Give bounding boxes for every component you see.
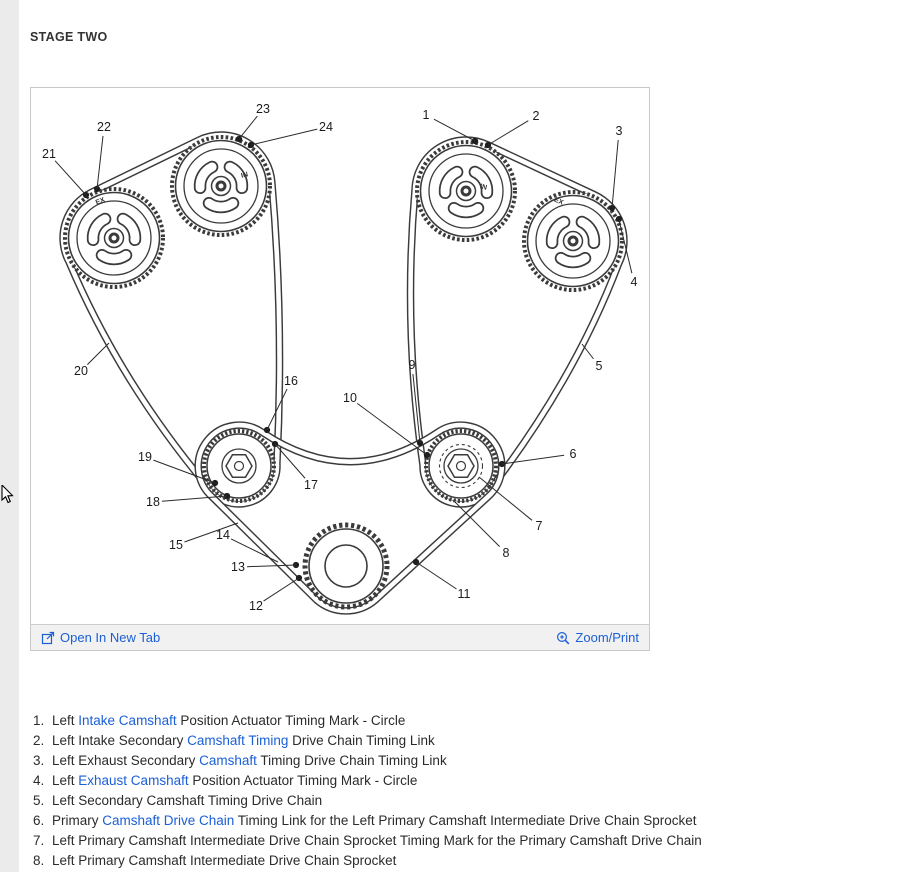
part-link[interactable]: Camshaft Timing xyxy=(187,733,289,748)
part-link[interactable]: Exhaust Camshaft xyxy=(78,773,189,788)
callout-number: 6 xyxy=(569,447,577,461)
legend-item-number: 8. xyxy=(33,853,45,868)
callout-number: 4 xyxy=(630,275,638,289)
callout-leader-line xyxy=(184,523,238,542)
legend-text-segment: Primary xyxy=(52,813,103,828)
legend-text-segment: Position Actuator Timing Mark - Circle xyxy=(176,713,406,728)
callout-number: 12 xyxy=(249,599,263,613)
legend-item-text xyxy=(52,831,702,851)
sprockets xyxy=(65,137,622,607)
legend-item xyxy=(33,771,893,791)
zoom-print-link[interactable] xyxy=(556,630,639,645)
callout-leader-line xyxy=(87,343,109,365)
legend-item-text xyxy=(52,771,417,791)
callout-number: 16 xyxy=(284,374,298,388)
legend-item-text xyxy=(52,731,435,751)
legend-text-segment: Left xyxy=(52,773,79,788)
callout-number: 23 xyxy=(256,102,270,116)
callout-leader-line xyxy=(582,344,593,359)
timing-chain-diagram xyxy=(31,88,649,624)
legend-text-segment: Left Primary Camshaft Intermediate Drive Chain Sprocket xyxy=(52,853,397,868)
legend-item xyxy=(33,851,893,871)
legend-item-number: 6. xyxy=(33,813,45,828)
part-link[interactable]: Camshaft Drive Chain xyxy=(102,813,235,828)
diagram-viewer xyxy=(30,87,650,651)
callout-number: 1 xyxy=(422,108,430,122)
callout-number: 24 xyxy=(319,120,333,134)
callout-number: 13 xyxy=(231,560,245,574)
callout-leader-line xyxy=(612,140,618,208)
legend-text-segment: Timing Drive Chain Timing Link xyxy=(256,753,447,768)
crankshaft-sprocket xyxy=(305,525,387,607)
part-link[interactable]: Camshaft xyxy=(199,753,257,768)
callout-number: 5 xyxy=(595,359,603,373)
callout-number: 21 xyxy=(42,147,56,161)
legend-text-segment: Left Primary Camshaft Intermediate Drive Chain Sprocket Timing Mark for the Primary Camshaft Drive Chain xyxy=(52,833,702,848)
zoom-print-label: Zoom/Print xyxy=(575,630,639,645)
callout-leader-line xyxy=(488,121,528,145)
left-gutter xyxy=(0,0,19,872)
legend-item xyxy=(33,731,893,751)
callout-number: 18 xyxy=(146,495,160,509)
callout-leader-line xyxy=(264,578,299,601)
part-link[interactable]: Intake Camshaft xyxy=(78,713,177,728)
callout-number: 8 xyxy=(502,546,510,560)
callout-leader-line xyxy=(239,116,257,139)
legend-item-text xyxy=(52,791,322,811)
legend-item-number: 5. xyxy=(33,793,45,808)
right-exhaust-cam-sprocket xyxy=(524,192,622,290)
callout-number: 15 xyxy=(169,538,183,552)
legend-item-number: 3. xyxy=(33,753,45,768)
legend-text-segment: Left Exhaust Secondary xyxy=(52,753,200,768)
legend-item-number: 2. xyxy=(33,733,45,748)
callout-number: 2 xyxy=(532,109,540,123)
legend-text-segment: Timing Link for the Left Primary Camshaft Intermediate Drive Chain Sprocket xyxy=(234,813,697,828)
callout-number: 7 xyxy=(535,519,543,533)
legend-item-number: 1. xyxy=(33,713,45,728)
legend-item-text xyxy=(52,751,447,771)
legend-text-segment: Drive Chain Timing Link xyxy=(288,733,435,748)
legend-item-number: 4. xyxy=(33,773,45,788)
page-title: STAGE TWO xyxy=(30,30,108,44)
left-exhaust-label: EX xyxy=(94,196,107,207)
callout-number: 20 xyxy=(74,364,88,378)
legend-item-text xyxy=(52,811,696,831)
legend-list xyxy=(33,711,893,871)
callout-number: 11 xyxy=(457,587,471,601)
legend-text-segment: Left xyxy=(52,713,79,728)
viewer-toolbar xyxy=(31,624,649,650)
callout-leader-line xyxy=(251,129,317,145)
right-exhaust-label: EX xyxy=(552,196,565,207)
left-exhaust-cam-sprocket xyxy=(65,189,163,287)
callout-number: 22 xyxy=(97,120,111,134)
callout-number: 14 xyxy=(216,528,230,542)
legend-item xyxy=(33,791,893,811)
callout-number: 9 xyxy=(408,358,416,372)
legend-text-segment: Left Secondary Camshaft Timing Drive Chain xyxy=(52,793,323,808)
left-intake-label: IN xyxy=(240,171,249,180)
legend-item-text xyxy=(52,711,405,731)
left-intermediate-sprocket xyxy=(204,431,274,501)
legend-item-text xyxy=(52,851,396,871)
open-in-new-tab-icon xyxy=(41,631,55,645)
left-intake-cam-sprocket xyxy=(172,137,270,235)
callout-number: 17 xyxy=(304,478,318,492)
mouse-cursor xyxy=(1,485,15,505)
right-intake-cam-sprocket xyxy=(417,142,515,240)
legend-item xyxy=(33,751,893,771)
right-intake-label: IN xyxy=(479,183,488,192)
legend-item xyxy=(33,831,893,851)
right-intermediate-sprocket xyxy=(426,431,496,501)
callout-number: 19 xyxy=(138,450,152,464)
legend-text-segment: Left Intake Secondary xyxy=(52,733,188,748)
legend-text-segment: Position Actuator Timing Mark - Circle xyxy=(188,773,418,788)
callout-leader-line xyxy=(97,136,103,189)
open-in-new-tab-label: Open In New Tab xyxy=(60,630,161,645)
callout-leader-line xyxy=(55,161,86,195)
legend-item xyxy=(33,811,893,831)
legend-item-number: 7. xyxy=(33,833,45,848)
callout-number: 3 xyxy=(615,124,623,138)
callout-number: 10 xyxy=(343,391,357,405)
open-in-new-tab-link[interactable] xyxy=(41,630,160,645)
callout-leader-line xyxy=(416,562,457,589)
legend-item xyxy=(33,711,893,731)
callout-leader-line xyxy=(247,565,296,567)
zoom-icon xyxy=(556,631,570,645)
